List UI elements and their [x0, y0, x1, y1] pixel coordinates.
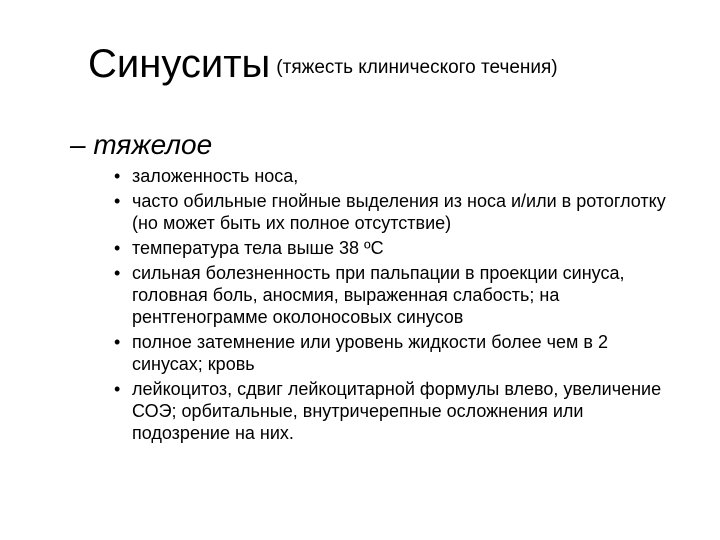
list-item-text: температура тела выше 38 ºС: [132, 238, 384, 258]
bullet-icon: •: [114, 238, 121, 258]
list-item-text: заложенность носа,: [132, 166, 299, 186]
list-item: [114, 165, 674, 187]
symptom-list: [114, 165, 674, 447]
list-item-text: часто обильные гнойные выделения из носа и/или в ротоглотку (но может быть их полное отсутствие): [132, 191, 666, 233]
list-item-text: полное затемнение или уровень жидкости более чем в 2 синусах; кровь: [132, 332, 608, 374]
bullet-icon: •: [114, 166, 121, 186]
bullet-icon: •: [114, 263, 121, 283]
list-item-text: сильная болезненность при пальпации в проекции синуса, головная боль, аносмия, выраженная слабость; на рентгенограмме околоносовых синусов: [132, 263, 625, 327]
list-item: [114, 190, 674, 234]
severity-dash: –: [70, 129, 86, 160]
list-item: [114, 237, 674, 259]
slide-title: [88, 44, 558, 84]
list-item-text: лейкоцитоз, сдвиг лейкоцитарной формулы влево, увеличение СОЭ; орбитальные, внутричерепные осложнения или подозрение на них.: [132, 379, 662, 443]
list-item: [114, 331, 674, 375]
title-subtitle: (тяжесть клинического течения): [276, 57, 558, 78]
bullet-icon: •: [114, 379, 121, 399]
severity-label: тяжелое: [93, 129, 213, 160]
bullet-icon: •: [114, 191, 121, 211]
title-main: Синуситы: [88, 42, 271, 86]
list-item: [114, 378, 674, 444]
list-item: [114, 262, 674, 328]
bullet-icon: •: [114, 332, 121, 352]
severity-heading: [70, 131, 212, 159]
